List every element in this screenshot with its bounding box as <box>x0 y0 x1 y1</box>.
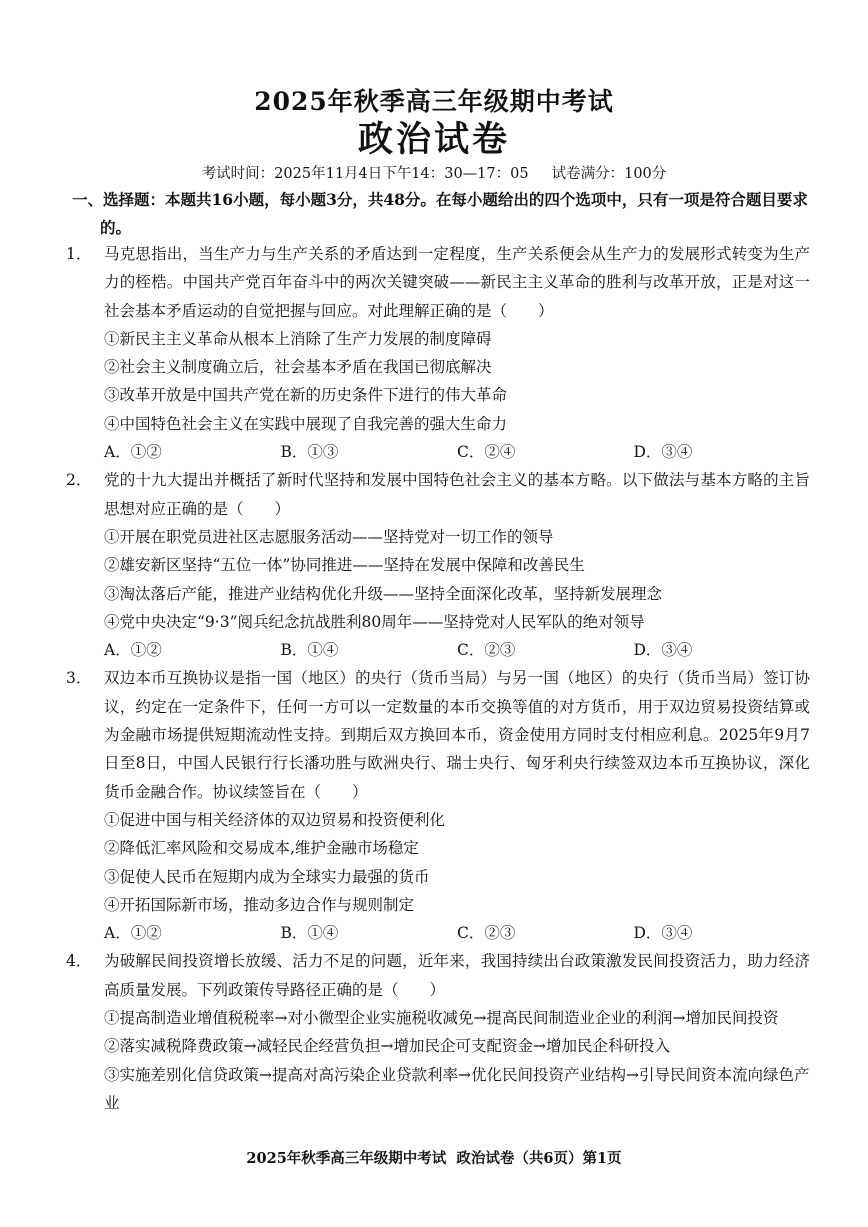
option-item: ③促使人民币在短期内成为全球实力最强的货币 <box>104 867 430 886</box>
option-item: ③淘汰落后产能，推进产业结构优化升级——坚持全面深化改革，坚持新发展理念 <box>104 584 663 603</box>
answer-choices <box>104 919 810 947</box>
exam-title: 2025年秋季高三年级期中考试 <box>254 87 614 116</box>
choice-d: D．③④ <box>633 443 693 462</box>
question-number: 4． <box>66 952 92 971</box>
choice-b: B．①③ <box>280 443 339 462</box>
question-3 <box>66 664 810 947</box>
subject-title: 政治试卷 <box>357 119 510 160</box>
question-2 <box>66 466 810 664</box>
choice-c: C．②③ <box>457 924 516 943</box>
option-item: ④中国特色社会主义在实践中展现了自我完善的强大生命力 <box>104 414 508 433</box>
question-stem: 马克思指出，当生产力与生产关系的矛盾达到一定程度，生产关系便会从生产力的发展形式转变为生产力的桎梏。中国共产党百年奋斗中的两次关键突破——新民主主义革命的胜利与改革开放，正是对这一社会基本矛盾运动的自觉把握与回应。对此理解正确的是（ ） <box>104 245 810 320</box>
question-stem: 党的十九大提出并概括了新时代坚持和发展中国特色社会主义的基本方略。以下做法与基本方略的主旨思想对应正确的是（ ） <box>104 471 810 518</box>
option-item: ②雄安新区坚持“五位一体”协同推进——坚持在发展中保障和改善民生 <box>104 556 585 575</box>
section-heading: 一、选择题：本题共16小题，每小题3分，共48分。在每小题给出的四个选项中，只有一项是符合题目要求的。 <box>72 190 808 237</box>
option-item: ①促进中国与相关经济体的双边贸易和投资便利化 <box>104 810 446 829</box>
option-item: ②落实减税降费政策→减轻民企经营负担→增加民企可支配资金→增加民企科研投入 <box>104 1037 670 1056</box>
answer-choices <box>104 438 810 466</box>
choice-a: A．①② <box>104 924 162 943</box>
choice-d: D．③④ <box>633 641 693 660</box>
question-4 <box>66 947 810 1117</box>
question-number: 2． <box>66 471 92 490</box>
question-stem: 为破解民间投资增长放缓、活力不足的问题，近年来，我国持续出台政策激发民间投资活力，助力经济高质量发展。下列政策传导路径正确的是（ ） <box>104 952 810 999</box>
question-stem: 双边本币互换协议是指一国（地区）的央行（货币当局）与另一国（地区）的央行（货币当局）签订协议，约定在一定条件下，任何一方可以一定数量的本币交换等值的对方货币，用于双边贸易投资结算或为金融市场提供短期流动性支持。到期后双方换回本币，资金使用方同时支付相应利息。2025年9月7日至8日，中国人民银行行长潘功胜与欧洲央行、瑞士央行、匈牙利央行续签双边本币互换协议，深化货币金融合作。协议续签旨在（ ） <box>104 669 810 801</box>
option-item: ②社会主义制度确立后，社会基本矛盾在我国已彻底解决 <box>104 358 492 377</box>
option-item: ①开展在职党员进社区志愿服务活动——坚持党对一切工作的领导 <box>104 527 554 546</box>
choice-d: D．③④ <box>633 924 693 943</box>
choice-c: C．②④ <box>457 443 516 462</box>
option-item: ④开拓国际新市场，推动多边合作与规则制定 <box>104 895 415 914</box>
option-item: ①提高制造业增值税税率→对小微型企业实施税收减免→提高民间制造业企业的利润→增加民间投资 <box>104 1009 779 1028</box>
choice-b: B．①④ <box>280 641 339 660</box>
choice-b: B．①④ <box>280 924 339 943</box>
answer-choices <box>104 636 810 664</box>
choice-c: C．②③ <box>457 641 516 660</box>
choice-a: A．①② <box>104 641 162 660</box>
question-1 <box>66 240 810 466</box>
question-number: 3． <box>66 669 92 688</box>
choice-a: A．①② <box>104 443 162 462</box>
questions-container <box>66 240 810 1117</box>
option-item: ③改革开放是中国共产党在新的历史条件下进行的伟大革命 <box>104 386 508 405</box>
option-item: ③实施差别化信贷政策→提高对高污染企业贷款利率→优化民间投资产业结构→引导民间资本流向绿色产业 <box>104 1065 810 1112</box>
option-item: ②降低汇率风险和交易成本,维护金融市场稳定 <box>104 839 419 858</box>
option-item: ①新民主主义革命从根本上消除了生产力发展的制度障碍 <box>104 329 492 348</box>
page-footer: 2025年秋季高三年级期中考试 政治试卷（共6页）第1页 <box>246 1150 622 1167</box>
question-number: 1． <box>66 245 92 263</box>
exam-meta: 考试时间：2025年11月4日下午14：30—17：05 试卷满分：100分 <box>201 166 667 182</box>
option-item: ④党中央决定“9·3”阅兵纪念抗战胜利80周年——坚持党对人民军队的绝对领导 <box>104 612 645 631</box>
